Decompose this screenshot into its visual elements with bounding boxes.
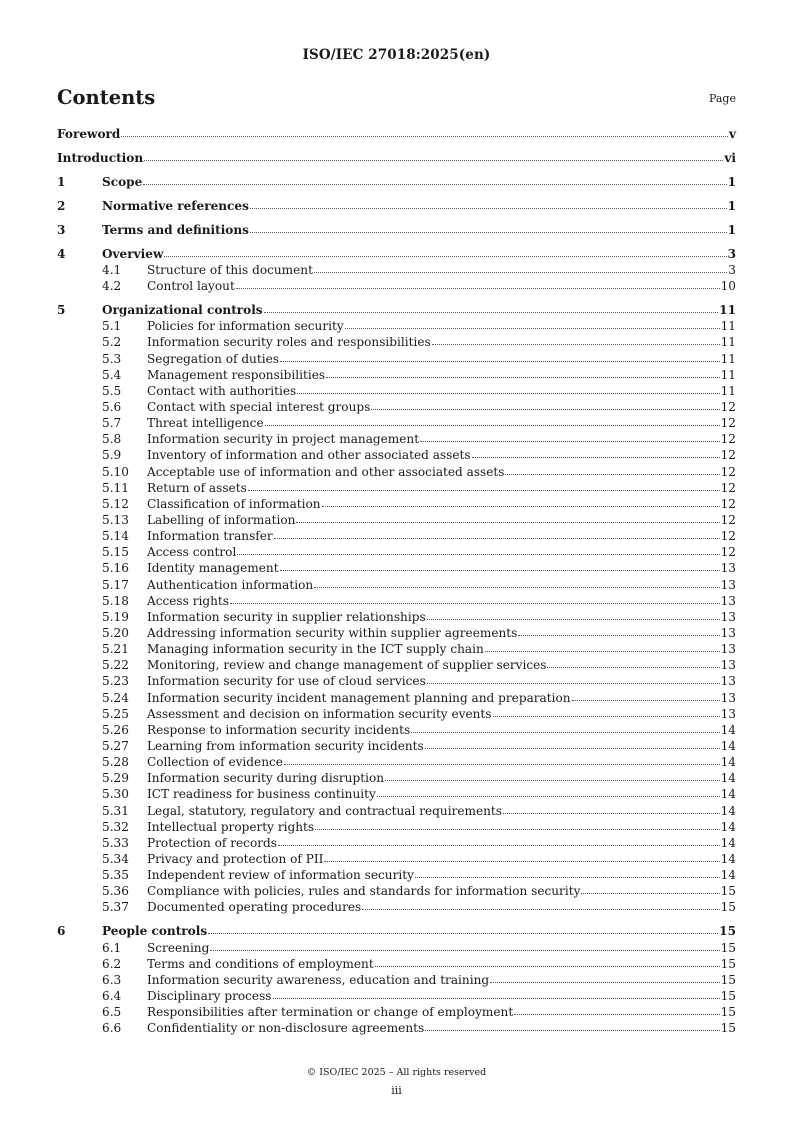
toc-entry-subclause[interactable] bbox=[57, 722, 736, 738]
toc-entry-number: 5.27 bbox=[102, 738, 129, 753]
toc-entry-page: 13 bbox=[720, 642, 736, 657]
toc-entry-subclause[interactable] bbox=[57, 835, 736, 851]
toc-entry-title: Labelling of information bbox=[147, 513, 296, 528]
toc-entry-number: 4.1 bbox=[102, 263, 122, 278]
toc-entry-subclause[interactable] bbox=[57, 641, 736, 657]
toc-entry-page: 11 bbox=[719, 303, 736, 318]
toc-entry-subclause[interactable] bbox=[57, 738, 736, 754]
toc-entry-subclause[interactable] bbox=[57, 851, 736, 867]
toc-entry-page: 3 bbox=[727, 246, 736, 261]
toc-entry-number: 5.3 bbox=[102, 351, 122, 366]
toc-entry-number: 5.31 bbox=[102, 803, 129, 818]
toc-entry-number: 5.4 bbox=[102, 367, 122, 382]
toc-entry-clause[interactable] bbox=[57, 174, 736, 190]
dot-leader bbox=[322, 506, 720, 507]
toc-entry-subclause[interactable] bbox=[57, 496, 736, 512]
toc-entry-title: Access rights bbox=[147, 593, 229, 608]
toc-entry-subclause[interactable] bbox=[57, 528, 736, 544]
dot-leader bbox=[297, 393, 719, 394]
toc-entry-title: Response to information security incidents bbox=[147, 722, 411, 737]
toc-entry-page: 12 bbox=[720, 496, 736, 511]
toc-entry-title: Information security roles and responsibilities bbox=[147, 335, 431, 350]
toc-entry-number: 4 bbox=[57, 246, 66, 261]
toc-entry-title: Return of assets bbox=[147, 480, 247, 495]
toc-entry-subclause[interactable] bbox=[57, 318, 736, 334]
toc-entry-page: 14 bbox=[720, 755, 736, 770]
toc-entry-subclause[interactable] bbox=[57, 351, 736, 367]
toc-entry-clause[interactable] bbox=[57, 246, 736, 262]
toc-entry-number: 5.33 bbox=[102, 835, 129, 850]
toc-entry-number: 5.5 bbox=[102, 383, 122, 398]
toc-entry-title: Privacy and protection of PII bbox=[147, 851, 324, 866]
dot-leader bbox=[250, 208, 727, 209]
toc-entry-number: 5.28 bbox=[102, 755, 129, 770]
toc-entry-subclause[interactable] bbox=[57, 593, 736, 609]
toc-entry-subclause[interactable] bbox=[57, 415, 736, 431]
toc-entry-number: 5.22 bbox=[102, 658, 129, 673]
toc-entry-page: 14 bbox=[720, 787, 736, 802]
toc-entry-subclause[interactable] bbox=[57, 972, 736, 988]
toc-entry-title: Structure of this document bbox=[147, 263, 313, 278]
toc-entry-title: Legal, statutory, regulatory and contractual requirements bbox=[147, 803, 502, 818]
toc-entry-number: 5.14 bbox=[102, 529, 129, 544]
toc-entry-number: 5.37 bbox=[102, 900, 129, 915]
toc-entry-page: 11 bbox=[720, 383, 736, 398]
dot-leader bbox=[314, 587, 719, 588]
toc-entry-number: 5.19 bbox=[102, 609, 129, 624]
toc-entry-page: 1 bbox=[727, 222, 736, 237]
toc-entry-subclause[interactable] bbox=[57, 544, 736, 560]
toc-entry-subclause[interactable] bbox=[57, 899, 736, 915]
toc-entry-number: 5 bbox=[57, 303, 66, 318]
toc-entry-title: Independent review of information security bbox=[147, 868, 414, 883]
toc-entry-page: 13 bbox=[720, 674, 736, 689]
toc-entry-title: Documented operating procedures bbox=[147, 900, 362, 915]
toc-entry-title: Terms and definitions bbox=[102, 222, 249, 237]
toc-entry-page: 14 bbox=[720, 851, 736, 866]
toc-entry-subclause[interactable] bbox=[57, 383, 736, 399]
dot-leader bbox=[427, 683, 720, 684]
dot-leader bbox=[385, 780, 720, 781]
dot-leader bbox=[518, 635, 719, 636]
toc-entry-page: 13 bbox=[720, 561, 736, 576]
toc-entry-subclause[interactable] bbox=[57, 883, 736, 899]
dot-leader bbox=[415, 877, 720, 878]
toc-entry-page: 14 bbox=[720, 771, 736, 786]
toc-entry-subclause[interactable] bbox=[57, 867, 736, 883]
toc-entry-number: 2 bbox=[57, 198, 66, 213]
toc-entry-title: Information security for use of cloud services bbox=[147, 674, 426, 689]
toc-entry-page: 15 bbox=[719, 924, 736, 939]
dot-leader bbox=[144, 160, 723, 161]
toc-entry-number: 5.7 bbox=[102, 416, 122, 431]
toc-entry-page: 12 bbox=[720, 513, 736, 528]
toc-entry-title: Control layout bbox=[147, 279, 235, 294]
page-column-label: Page bbox=[708, 92, 736, 105]
toc-entry-title: Collection of evidence bbox=[147, 755, 283, 770]
toc-entry-page: 10 bbox=[720, 279, 736, 294]
toc-entry-title: Contact with authorities bbox=[147, 383, 297, 398]
dot-leader bbox=[377, 796, 720, 797]
dot-leader bbox=[547, 667, 719, 668]
dot-leader bbox=[121, 136, 728, 137]
toc-entry-title: Inventory of information and other associated assets bbox=[147, 448, 471, 463]
toc-entry-subclause[interactable] bbox=[57, 262, 736, 278]
dot-leader bbox=[427, 619, 720, 620]
dot-leader bbox=[503, 813, 720, 814]
dot-leader bbox=[375, 966, 720, 967]
toc-entry-clause[interactable] bbox=[57, 150, 736, 166]
toc-entry-title: Threat intelligence bbox=[147, 416, 264, 431]
dot-leader bbox=[274, 538, 720, 539]
toc-entry-number: 5.10 bbox=[102, 464, 129, 479]
toc-entry-number: 5.25 bbox=[102, 706, 129, 721]
toc-entry-number: 6.4 bbox=[102, 988, 122, 1003]
dot-leader bbox=[362, 909, 719, 910]
dot-leader bbox=[505, 474, 719, 475]
dot-leader bbox=[210, 950, 719, 951]
toc-entry-page: 14 bbox=[720, 819, 736, 834]
toc-entry-subclause[interactable] bbox=[57, 1004, 736, 1020]
toc-entry-page: 13 bbox=[720, 593, 736, 608]
dot-leader bbox=[236, 288, 720, 289]
toc-entry-title: Organizational controls bbox=[102, 303, 263, 318]
toc-entry-page: 11 bbox=[720, 319, 736, 334]
toc-entry-number: 5.24 bbox=[102, 690, 129, 705]
dot-leader bbox=[420, 441, 720, 442]
toc-entry-page: 15 bbox=[720, 956, 736, 971]
toc-entry-page: v bbox=[728, 127, 736, 141]
toc-entry-number: 5.32 bbox=[102, 819, 129, 834]
toc-entry-number: 6.3 bbox=[102, 972, 122, 987]
toc-entry-subclause[interactable] bbox=[57, 988, 736, 1004]
toc-entry-title: Information transfer bbox=[147, 529, 273, 544]
toc-entry-clause[interactable] bbox=[57, 198, 736, 214]
toc-entry-title: Responsibilities after termination or change of employment bbox=[147, 1005, 514, 1020]
toc-entry-subclause[interactable] bbox=[57, 278, 736, 294]
toc-entry-number: 5.30 bbox=[102, 787, 129, 802]
toc-entry-title: Introduction bbox=[57, 150, 144, 165]
dot-leader bbox=[425, 1030, 719, 1031]
toc-entry-number: 5.2 bbox=[102, 335, 122, 350]
toc-entry-title: Identity management bbox=[147, 561, 279, 576]
toc-entry-page: 15 bbox=[720, 972, 736, 987]
toc-entry-page: 3 bbox=[728, 263, 736, 278]
toc-entry-page: 11 bbox=[720, 351, 736, 366]
toc-entry-page: 14 bbox=[720, 803, 736, 818]
dot-leader bbox=[143, 184, 726, 185]
toc-entry-title: ICT readiness for business continuity bbox=[147, 787, 376, 802]
toc-entry-number: 5.23 bbox=[102, 674, 129, 689]
toc-entry-page: 15 bbox=[720, 988, 736, 1003]
toc-entry-page: 1 bbox=[727, 198, 736, 213]
toc-entry-title: Information security awareness, education and training bbox=[147, 972, 490, 987]
toc-entry-subclause[interactable] bbox=[57, 956, 736, 972]
toc-entry-page: 11 bbox=[720, 367, 736, 382]
toc-entry-clause[interactable] bbox=[57, 302, 736, 318]
dot-leader bbox=[264, 312, 719, 313]
toc-entry-subclause[interactable] bbox=[57, 673, 736, 689]
toc-entry-subclause[interactable] bbox=[57, 399, 736, 415]
toc-entry-number: 5.12 bbox=[102, 496, 129, 511]
toc-entry-page: 12 bbox=[720, 400, 736, 415]
dot-leader bbox=[485, 651, 720, 652]
toc-entry-title: Authentication information bbox=[147, 577, 314, 592]
copyright-footer: © ISO/IEC 2025 – All rights reserved bbox=[306, 1067, 487, 1078]
toc-entry-page: 14 bbox=[720, 738, 736, 753]
toc-entry-subclause[interactable] bbox=[57, 334, 736, 350]
toc-entry-page: 15 bbox=[720, 884, 736, 899]
document-id-header: ISO/IEC 27018:2025(en) bbox=[302, 47, 491, 63]
dot-leader bbox=[490, 982, 720, 983]
toc-entry-title: Normative references bbox=[102, 198, 249, 213]
toc-entry-title: Information security during disruption bbox=[147, 771, 385, 786]
dot-leader bbox=[493, 716, 720, 717]
toc-entry-number: 6.1 bbox=[102, 940, 122, 955]
toc-entry-title: Management responsibilities bbox=[147, 367, 326, 382]
toc-entry-number: 5.21 bbox=[102, 642, 129, 657]
toc-entry-subclause[interactable] bbox=[57, 786, 736, 802]
toc-entry-number: 5.18 bbox=[102, 593, 129, 608]
toc-entry-title: Classification of information bbox=[147, 496, 321, 511]
toc-entry-page: 13 bbox=[720, 658, 736, 673]
dot-leader bbox=[208, 933, 718, 934]
toc-entry-page: 1 bbox=[727, 174, 736, 189]
dot-leader bbox=[278, 845, 720, 846]
toc-entry-title: Compliance with policies, rules and standards for information security bbox=[147, 884, 581, 899]
toc-entry-page: 13 bbox=[720, 706, 736, 721]
toc-entry-number: 5.35 bbox=[102, 868, 129, 883]
toc-entry-page: 13 bbox=[720, 577, 736, 592]
dot-leader bbox=[432, 344, 720, 345]
toc-entry-title: Information security in supplier relationships bbox=[147, 609, 426, 624]
toc-entry-page: 15 bbox=[720, 900, 736, 915]
toc-entry-title: Scope bbox=[102, 174, 143, 189]
toc-entry-subclause[interactable] bbox=[57, 819, 736, 835]
toc-entry-clause[interactable] bbox=[57, 126, 736, 142]
table-of-contents bbox=[57, 126, 736, 1036]
toc-entry-subclause[interactable] bbox=[57, 431, 736, 447]
toc-entry-page: 12 bbox=[720, 416, 736, 431]
toc-entry-page: 12 bbox=[720, 529, 736, 544]
dot-leader bbox=[345, 328, 720, 329]
toc-entry-page: 12 bbox=[720, 464, 736, 479]
toc-entry-number: 5.34 bbox=[102, 851, 129, 866]
toc-entry-number: 6.6 bbox=[102, 1021, 122, 1036]
toc-entry-number: 5.16 bbox=[102, 561, 129, 576]
toc-entry-title: Contact with special interest groups bbox=[147, 400, 371, 415]
toc-entry-clause[interactable] bbox=[57, 923, 736, 939]
toc-entry-number: 5.11 bbox=[102, 480, 129, 495]
toc-entry-subclause[interactable] bbox=[57, 560, 736, 576]
toc-entry-page: 15 bbox=[720, 1021, 736, 1036]
toc-entry-title: Managing information security in the ICT supply chain bbox=[147, 642, 484, 657]
toc-entry-number: 5.6 bbox=[102, 400, 122, 415]
toc-entry-title: Protection of records bbox=[147, 835, 277, 850]
toc-entry-subclause[interactable] bbox=[57, 609, 736, 625]
page-title: Contents bbox=[57, 86, 156, 109]
toc-entry-title: Confidentiality or non-disclosure agreements bbox=[147, 1021, 425, 1036]
toc-entry-title: Screening bbox=[147, 940, 210, 955]
toc-entry-subclause[interactable] bbox=[57, 690, 736, 706]
dot-leader bbox=[314, 272, 727, 273]
dot-leader bbox=[326, 377, 720, 378]
toc-entry-title: Intellectual property rights bbox=[147, 819, 315, 834]
dot-leader bbox=[237, 554, 719, 555]
toc-entry-number: 5.13 bbox=[102, 513, 129, 528]
toc-entry-number: 6.2 bbox=[102, 956, 122, 971]
dot-leader bbox=[324, 861, 719, 862]
toc-entry-number: 5.1 bbox=[102, 319, 122, 334]
dot-leader bbox=[280, 361, 720, 362]
toc-entry-number: 5.17 bbox=[102, 577, 129, 592]
toc-entry-title: Foreword bbox=[57, 127, 121, 141]
dot-leader bbox=[280, 570, 720, 571]
toc-entry-subclause[interactable] bbox=[57, 367, 736, 383]
toc-entry-subclause[interactable] bbox=[57, 625, 736, 641]
toc-entry-page: 15 bbox=[720, 1005, 736, 1020]
toc-entry-number: 5.8 bbox=[102, 432, 122, 447]
toc-entry-title: Information security in project management bbox=[147, 432, 420, 447]
dot-leader bbox=[284, 764, 720, 765]
dot-leader bbox=[572, 700, 720, 701]
toc-entry-title: Access control bbox=[147, 545, 237, 560]
toc-entry-page: 14 bbox=[720, 835, 736, 850]
toc-entry-page: 13 bbox=[720, 690, 736, 705]
toc-entry-title: Terms and conditions of employment bbox=[147, 956, 374, 971]
toc-entry-page: vi bbox=[724, 150, 736, 165]
toc-entry-number: 5.26 bbox=[102, 722, 129, 737]
toc-entry-number: 6.5 bbox=[102, 1005, 122, 1020]
dot-leader bbox=[411, 732, 719, 733]
toc-entry-subclause[interactable] bbox=[57, 464, 736, 480]
toc-entry-page: 14 bbox=[720, 868, 736, 883]
toc-entry-title: Overview bbox=[102, 246, 164, 261]
toc-entry-number: 4.2 bbox=[102, 279, 122, 294]
toc-entry-subclause[interactable] bbox=[57, 1020, 736, 1036]
toc-entry-title: People controls bbox=[102, 924, 208, 939]
toc-entry-number: 5.36 bbox=[102, 884, 129, 899]
toc-entry-subclause[interactable] bbox=[57, 754, 736, 770]
toc-entry-title: Information security incident management planning and preparation bbox=[147, 690, 571, 705]
dot-leader bbox=[273, 998, 720, 999]
dot-leader bbox=[248, 490, 720, 491]
dot-leader bbox=[296, 522, 719, 523]
dot-leader bbox=[371, 409, 719, 410]
dot-leader bbox=[472, 457, 720, 458]
toc-entry-page: 12 bbox=[720, 448, 736, 463]
toc-entry-clause[interactable] bbox=[57, 222, 736, 238]
toc-entry-number: 5.29 bbox=[102, 771, 129, 786]
toc-entry-subclause[interactable] bbox=[57, 657, 736, 673]
toc-entry-subclause[interactable] bbox=[57, 447, 736, 463]
toc-entry-number: 1 bbox=[57, 174, 66, 189]
toc-entry-page: 12 bbox=[720, 432, 736, 447]
toc-entry-title: Assessment and decision on information security events bbox=[147, 706, 492, 721]
toc-entry-title: Segregation of duties bbox=[147, 351, 279, 366]
toc-entry-subclause[interactable] bbox=[57, 480, 736, 496]
toc-entry-subclause[interactable] bbox=[57, 706, 736, 722]
toc-entry-number: 5.20 bbox=[102, 626, 129, 640]
toc-entry-number: 6 bbox=[57, 924, 66, 939]
page-number: iii bbox=[391, 1084, 402, 1097]
toc-entry-title: Disciplinary process bbox=[147, 988, 272, 1003]
toc-entry-title: Policies for information security bbox=[147, 319, 344, 334]
toc-entry-title: Learning from information security incidents bbox=[147, 738, 424, 753]
dot-leader bbox=[581, 893, 719, 894]
dot-leader bbox=[230, 603, 720, 604]
toc-entry-subclause[interactable] bbox=[57, 803, 736, 819]
dot-leader bbox=[315, 829, 720, 830]
toc-entry-number: 5.15 bbox=[102, 545, 129, 560]
toc-entry-number: 5.9 bbox=[102, 448, 122, 463]
dot-leader bbox=[164, 256, 726, 257]
toc-entry-title: Addressing information security within supplier agreements bbox=[147, 626, 518, 640]
toc-entry-subclause[interactable] bbox=[57, 512, 736, 528]
toc-entry-page: 11 bbox=[720, 335, 736, 350]
toc-entry-title: Acceptable use of information and other associated assets bbox=[147, 464, 505, 479]
toc-entry-page: 14 bbox=[720, 722, 736, 737]
toc-entry-page: 12 bbox=[720, 480, 736, 495]
toc-entry-page: 12 bbox=[720, 545, 736, 560]
dot-leader bbox=[250, 232, 727, 233]
dot-leader bbox=[265, 425, 720, 426]
toc-entry-subclause[interactable] bbox=[57, 770, 736, 786]
toc-entry-page: 13 bbox=[720, 609, 736, 624]
toc-entry-page: 15 bbox=[720, 940, 736, 955]
toc-entry-title: Monitoring, review and change management of supplier services bbox=[147, 658, 547, 673]
toc-entry-number: 3 bbox=[57, 222, 66, 237]
dot-leader bbox=[514, 1014, 719, 1015]
contents-title-row bbox=[57, 86, 736, 110]
dot-leader bbox=[425, 748, 720, 749]
toc-entry-subclause[interactable] bbox=[57, 940, 736, 956]
toc-entry-page: 13 bbox=[720, 626, 736, 640]
toc-entry-subclause[interactable] bbox=[57, 577, 736, 593]
